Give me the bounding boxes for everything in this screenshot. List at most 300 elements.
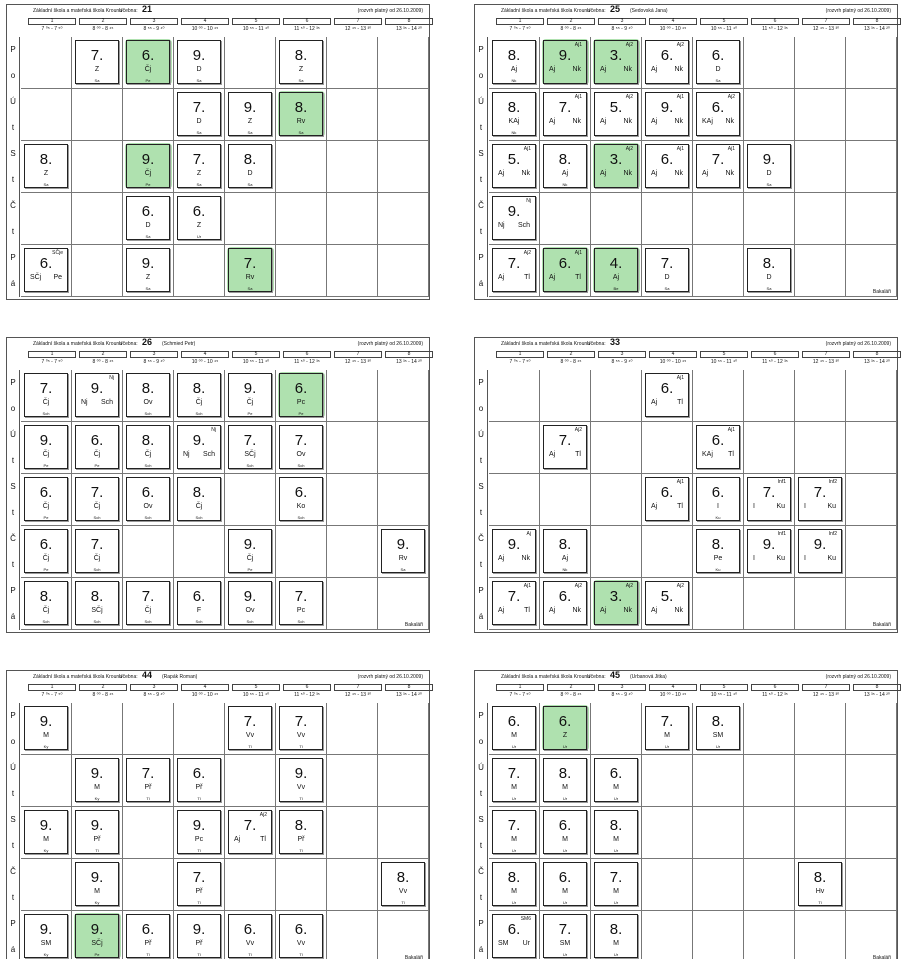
- teacher-code: Tl: [146, 796, 150, 801]
- lesson-card[interactable]: [798, 529, 842, 573]
- period-number: 1: [496, 351, 544, 358]
- day-letter-1: Ú: [10, 97, 16, 106]
- grid-cell: [642, 755, 693, 807]
- lesson-card[interactable]: [228, 144, 272, 188]
- lesson-card[interactable]: [747, 529, 791, 573]
- grid-cell: [72, 89, 123, 141]
- grid-cell: [225, 37, 276, 89]
- lesson-card[interactable]: [492, 92, 536, 136]
- day-label: [475, 193, 488, 245]
- lesson-card[interactable]: [279, 810, 323, 854]
- lesson-card[interactable]: [177, 914, 221, 958]
- lesson-card[interactable]: [279, 373, 323, 417]
- subject: Čj: [144, 607, 152, 614]
- lesson-card[interactable]: [177, 92, 221, 136]
- grid-cell: [693, 807, 744, 859]
- day-label: [7, 89, 20, 141]
- class-number: 8.: [243, 151, 257, 168]
- period-number: 6: [283, 684, 331, 691]
- period-cell: [385, 351, 433, 367]
- subject: I: [753, 503, 755, 510]
- day-letter-1: P: [478, 919, 484, 928]
- subject: D: [766, 170, 772, 177]
- subject: Př: [144, 784, 152, 791]
- valid-from: (rozvrh platný od 26.10.2009): [357, 341, 423, 347]
- lesson-card[interactable]: [126, 914, 170, 958]
- group-label: Nj: [526, 198, 531, 204]
- lesson-card[interactable]: [492, 810, 536, 854]
- period-number: 3: [130, 684, 178, 691]
- day-letter-1: P: [478, 711, 484, 720]
- lesson-card[interactable]: [594, 914, 638, 958]
- lesson-card[interactable]: [228, 248, 272, 292]
- subject-row: [544, 66, 586, 73]
- lesson-card[interactable]: [228, 914, 272, 958]
- class-number: 7.: [507, 817, 521, 834]
- teacher-code: Tl: [728, 451, 734, 458]
- lesson-card[interactable]: [594, 248, 638, 292]
- period-time: 8 ⁵⁵ - 9 ⁴⁰: [611, 359, 633, 365]
- grid-cell: [327, 578, 378, 630]
- grid-cell: [378, 370, 429, 422]
- period-number: 7: [802, 18, 850, 25]
- class-number: 7.: [90, 536, 104, 553]
- subject: Pc: [194, 836, 204, 843]
- lesson-card[interactable]: [177, 810, 221, 854]
- day-letter-1: S: [10, 149, 16, 158]
- lesson-card[interactable]: [543, 706, 587, 750]
- grid-cell: [693, 859, 744, 911]
- lesson-card[interactable]: [177, 40, 221, 84]
- teacher-code: Sch: [93, 567, 101, 572]
- lesson-card[interactable]: [645, 248, 689, 292]
- lesson-card[interactable]: [594, 581, 638, 625]
- subject: M: [511, 888, 517, 895]
- class-number: 6.: [660, 380, 674, 397]
- subject: SM: [559, 940, 571, 947]
- room-number: 45: [610, 670, 621, 680]
- period-cell: [547, 18, 595, 34]
- grid-cell: [846, 89, 897, 141]
- lesson-card[interactable]: [543, 40, 587, 84]
- subject: Př: [297, 836, 305, 843]
- period-cell: [232, 351, 280, 367]
- grid-cell: [123, 859, 174, 911]
- period-number: 7: [334, 684, 382, 691]
- lesson-card[interactable]: [492, 914, 536, 958]
- lesson-card[interactable]: [747, 248, 791, 292]
- lesson-card[interactable]: [543, 758, 587, 802]
- teacher-code: Nk: [674, 607, 683, 614]
- grid-cell: [276, 526, 327, 578]
- day-label: [475, 807, 488, 859]
- lesson-card[interactable]: [594, 40, 638, 84]
- class-number: 6.: [243, 921, 257, 938]
- lesson-card[interactable]: [696, 40, 740, 84]
- lesson-card[interactable]: [645, 40, 689, 84]
- lesson-card[interactable]: [543, 581, 587, 625]
- period-cell: [751, 351, 799, 367]
- grid-cell: [642, 422, 693, 474]
- teacher-code: Sch: [246, 463, 254, 468]
- subject: SČj: [91, 940, 103, 947]
- teacher-code: Sch: [42, 411, 50, 416]
- grid-cell: [540, 370, 591, 422]
- sheet-header: [7, 338, 429, 350]
- sheet: [6, 4, 430, 300]
- lesson-card[interactable]: [492, 144, 536, 188]
- lesson-card[interactable]: [75, 758, 119, 802]
- group-label: Aj2: [625, 146, 633, 152]
- sheet-header: [7, 671, 429, 683]
- class-number: 9.: [507, 536, 521, 553]
- period-time: 11 ⁵⁰ - 12 ³⁵: [762, 692, 788, 698]
- lesson-card[interactable]: [75, 425, 119, 469]
- lesson-card[interactable]: [75, 373, 119, 417]
- lesson-card[interactable]: [279, 92, 323, 136]
- lesson-card[interactable]: [75, 810, 119, 854]
- lesson-card[interactable]: [279, 758, 323, 802]
- class-number: 9.: [558, 47, 572, 64]
- lesson-card[interactable]: [492, 581, 536, 625]
- lesson-card[interactable]: [492, 196, 536, 240]
- teacher-code: Nk: [623, 118, 632, 125]
- lesson-card[interactable]: [645, 92, 689, 136]
- lesson-card[interactable]: [228, 425, 272, 469]
- lesson-card[interactable]: [381, 862, 425, 906]
- lesson-card[interactable]: [75, 581, 119, 625]
- lesson-card[interactable]: [177, 862, 221, 906]
- period-cell: [598, 18, 646, 34]
- period-number: 2: [79, 684, 127, 691]
- class-number: 8.: [192, 484, 206, 501]
- class-number: 7.: [192, 151, 206, 168]
- day-letter-1: S: [478, 482, 484, 491]
- teacher-code: Nk: [562, 567, 568, 572]
- lesson-card[interactable]: [645, 581, 689, 625]
- day-column: [7, 37, 20, 299]
- subject: M: [94, 888, 100, 895]
- lesson-card[interactable]: [24, 373, 68, 417]
- lesson-card[interactable]: [543, 248, 587, 292]
- lesson-card[interactable]: [126, 144, 170, 188]
- lesson-card[interactable]: [543, 810, 587, 854]
- day-letter-1: P: [10, 919, 16, 928]
- lesson-card[interactable]: [177, 144, 221, 188]
- subject-row: [493, 222, 535, 229]
- lesson-card[interactable]: [24, 425, 68, 469]
- period-time: 7 ⁰⁵ - 7 ⁵⁰: [41, 26, 63, 32]
- lesson-card[interactable]: [543, 92, 587, 136]
- class-number: 9.: [90, 921, 104, 938]
- day-label: [7, 370, 20, 422]
- class-number: 8.: [141, 380, 155, 397]
- teacher-code: Sa: [196, 182, 202, 187]
- day-letter-2: o: [10, 71, 16, 80]
- lesson-card[interactable]: [798, 862, 842, 906]
- lesson-card[interactable]: [492, 706, 536, 750]
- lesson-card[interactable]: [126, 477, 170, 521]
- period-cell: [853, 18, 901, 34]
- grid-cell: [591, 526, 642, 578]
- class-number: 8.: [711, 713, 725, 730]
- day-letter-2: á: [10, 279, 16, 288]
- grid-cell: [327, 370, 378, 422]
- period-cell: [130, 684, 178, 700]
- teacher-code: Sch: [297, 619, 305, 624]
- period-time: 7 ⁰⁵ - 7 ⁵⁰: [509, 26, 531, 32]
- teacher-code: Pe: [247, 567, 253, 572]
- lesson-card[interactable]: [696, 144, 740, 188]
- grid-cell: [489, 370, 540, 422]
- subject: M: [511, 836, 517, 843]
- lesson-card[interactable]: [381, 529, 425, 573]
- grid-cell: [327, 807, 378, 859]
- class-number: 8.: [90, 588, 104, 605]
- period-time: 10 ⁰⁰ - 10 ⁴⁵: [659, 359, 687, 365]
- class-number: 8.: [558, 536, 572, 553]
- period-cell: [598, 351, 646, 367]
- lesson-card[interactable]: [645, 706, 689, 750]
- teacher-code: Sa: [94, 78, 100, 83]
- day-label: [7, 703, 20, 755]
- lesson-card[interactable]: [279, 706, 323, 750]
- subject: Z: [247, 118, 253, 125]
- lesson-card[interactable]: [543, 144, 587, 188]
- school-name: Základní škola a mateřská škola Krouna: [33, 674, 122, 680]
- day-letter-2: t: [479, 123, 483, 132]
- lesson-card[interactable]: [24, 144, 68, 188]
- lesson-card[interactable]: [543, 425, 587, 469]
- lesson-card[interactable]: [126, 248, 170, 292]
- period-time: 11 ⁵⁰ - 12 ³⁵: [762, 359, 788, 365]
- lesson-card[interactable]: [543, 914, 587, 958]
- lesson-card[interactable]: [279, 581, 323, 625]
- period-number: 3: [130, 18, 178, 25]
- period-cell: [598, 684, 646, 700]
- group-label: Aj: [526, 531, 531, 537]
- period-cell: [181, 684, 229, 700]
- lesson-card[interactable]: [543, 529, 587, 573]
- subject-row: [697, 170, 739, 177]
- period-number: 8: [853, 351, 901, 358]
- day-label: [7, 526, 20, 578]
- lesson-card[interactable]: [177, 373, 221, 417]
- teacher-code: Ky: [94, 900, 100, 905]
- lesson-card[interactable]: [798, 477, 842, 521]
- lesson-card[interactable]: [279, 914, 323, 958]
- lesson-card[interactable]: [543, 862, 587, 906]
- lesson-card[interactable]: [75, 862, 119, 906]
- lesson-card[interactable]: [24, 248, 68, 292]
- period-header: [28, 684, 429, 700]
- day-letter-2: o: [478, 71, 484, 80]
- lesson-card[interactable]: [492, 248, 536, 292]
- brand-label: Bakaláři: [872, 955, 891, 959]
- lesson-card[interactable]: [126, 196, 170, 240]
- grid-cell: [795, 578, 846, 630]
- grid-cell: [846, 474, 897, 526]
- teacher-code: Pe: [145, 78, 151, 83]
- lesson-card[interactable]: [228, 373, 272, 417]
- period-time: 10 ⁵⁵ - 11 ⁴⁰: [710, 26, 738, 32]
- subject: M: [664, 732, 670, 739]
- grid-cell: [72, 245, 123, 297]
- subject: Hv: [815, 888, 825, 895]
- subject: Čj: [144, 451, 152, 458]
- subject: Nj: [81, 399, 88, 406]
- lesson-card[interactable]: [177, 425, 221, 469]
- lesson-card[interactable]: [594, 862, 638, 906]
- day-letter-1: Ú: [10, 430, 16, 439]
- class-number: 8.: [507, 47, 521, 64]
- lesson-card[interactable]: [24, 914, 68, 958]
- teacher-code: Ur: [613, 952, 619, 957]
- grid-cell: [378, 422, 429, 474]
- lesson-card[interactable]: [24, 477, 68, 521]
- class-number: 7.: [39, 380, 53, 397]
- subject: Př: [144, 940, 152, 947]
- class-number: 7.: [294, 713, 308, 730]
- class-number: 9.: [762, 536, 776, 553]
- lesson-card[interactable]: [645, 373, 689, 417]
- day-letter-2: á: [478, 612, 484, 621]
- teacher-code: Sa: [400, 567, 406, 572]
- subject-row: [799, 503, 841, 510]
- day-label: [475, 474, 488, 526]
- teacher-code: Tl: [524, 607, 530, 614]
- room-teacher: (Urbanová Jitka): [630, 674, 667, 680]
- lesson-card[interactable]: [177, 758, 221, 802]
- lesson-card[interactable]: [75, 914, 119, 958]
- subject: SM: [40, 940, 52, 947]
- day-letter-1: Č: [478, 867, 484, 876]
- lesson-card[interactable]: [228, 529, 272, 573]
- grid-cell: [378, 703, 429, 755]
- subject: M: [613, 940, 619, 947]
- grid-cell: [21, 755, 72, 807]
- lesson-card[interactable]: [492, 758, 536, 802]
- lesson-card[interactable]: [126, 373, 170, 417]
- sheet-header: [475, 5, 897, 17]
- period-time: 7 ⁰⁵ - 7 ⁵⁰: [41, 359, 63, 365]
- subject: Vv: [296, 784, 306, 791]
- sheet: [6, 670, 430, 959]
- lesson-card[interactable]: [279, 425, 323, 469]
- teacher-code: Ur: [715, 744, 721, 749]
- class-number: 7.: [294, 588, 308, 605]
- teacher-code: Ur: [562, 848, 568, 853]
- teacher-code: Pe: [145, 182, 151, 187]
- group-label: Aj1: [676, 94, 684, 100]
- lesson-card[interactable]: [747, 477, 791, 521]
- subject: Aj: [651, 170, 658, 177]
- lesson-card[interactable]: [228, 706, 272, 750]
- lesson-card[interactable]: [492, 529, 536, 573]
- lesson-card[interactable]: [645, 477, 689, 521]
- lesson-card[interactable]: [228, 581, 272, 625]
- class-number: 9.: [396, 536, 410, 553]
- teacher-code: Tl: [260, 836, 266, 843]
- lesson-card[interactable]: [75, 40, 119, 84]
- lesson-card[interactable]: [177, 196, 221, 240]
- class-number: 7.: [507, 255, 521, 272]
- teacher-code: Tl: [248, 744, 252, 749]
- lesson-card[interactable]: [228, 92, 272, 136]
- class-number: 9.: [90, 765, 104, 782]
- lesson-card[interactable]: [228, 810, 272, 854]
- teacher-code: Ku: [776, 555, 785, 562]
- lesson-card[interactable]: [492, 862, 536, 906]
- grid-cell: [744, 193, 795, 245]
- lesson-card[interactable]: [177, 477, 221, 521]
- teacher-code: Pe: [247, 411, 253, 416]
- lesson-card[interactable]: [24, 581, 68, 625]
- lesson-card[interactable]: [492, 40, 536, 84]
- lesson-card[interactable]: [126, 581, 170, 625]
- lesson-card[interactable]: [645, 144, 689, 188]
- subject-row: [493, 170, 535, 177]
- lesson-card[interactable]: [747, 144, 791, 188]
- teacher-code: Sch: [100, 399, 113, 406]
- grid-cell: [327, 37, 378, 89]
- lesson-card[interactable]: [594, 758, 638, 802]
- room-number: 44: [142, 670, 153, 680]
- lesson-card[interactable]: [24, 529, 68, 573]
- class-number: 9.: [507, 203, 521, 220]
- lesson-card[interactable]: [696, 425, 740, 469]
- class-number: 7.: [558, 921, 572, 938]
- class-number: 9.: [660, 99, 674, 116]
- lesson-card[interactable]: [126, 425, 170, 469]
- subject: Př: [93, 836, 101, 843]
- lesson-card[interactable]: [279, 40, 323, 84]
- teacher-code: Ky: [43, 744, 49, 749]
- lesson-card[interactable]: [24, 810, 68, 854]
- teacher-code: Sch: [246, 619, 254, 624]
- lesson-card[interactable]: [177, 581, 221, 625]
- lesson-card[interactable]: [24, 706, 68, 750]
- lesson-card[interactable]: [696, 92, 740, 136]
- valid-from: (rozvrh platný od 26.10.2009): [357, 674, 423, 680]
- teacher-code: Nk: [674, 170, 683, 177]
- lesson-card[interactable]: [75, 529, 119, 573]
- lesson-card[interactable]: [696, 529, 740, 573]
- group-label: Aj1: [574, 250, 582, 256]
- lesson-card[interactable]: [696, 706, 740, 750]
- day-letter-2: t: [479, 175, 483, 184]
- day-column: [7, 703, 20, 959]
- teacher-code: Sch: [202, 451, 215, 458]
- lesson-card[interactable]: [126, 40, 170, 84]
- period-time: 8 ⁵⁵ - 9 ⁴⁰: [611, 692, 633, 698]
- lesson-card[interactable]: [279, 477, 323, 521]
- subject-row: [76, 399, 118, 406]
- grid-cell: [846, 370, 897, 422]
- lesson-card[interactable]: [126, 758, 170, 802]
- class-number: 7.: [243, 817, 257, 834]
- lesson-card[interactable]: [594, 810, 638, 854]
- lesson-card[interactable]: [75, 477, 119, 521]
- lesson-card[interactable]: [696, 477, 740, 521]
- lesson-card[interactable]: [594, 92, 638, 136]
- period-number: 4: [181, 18, 229, 25]
- day-letter-2: o: [478, 404, 484, 413]
- lesson-card[interactable]: [594, 144, 638, 188]
- subject: Pe: [713, 555, 723, 562]
- class-number: 6.: [558, 869, 572, 886]
- period-number: 1: [28, 18, 76, 25]
